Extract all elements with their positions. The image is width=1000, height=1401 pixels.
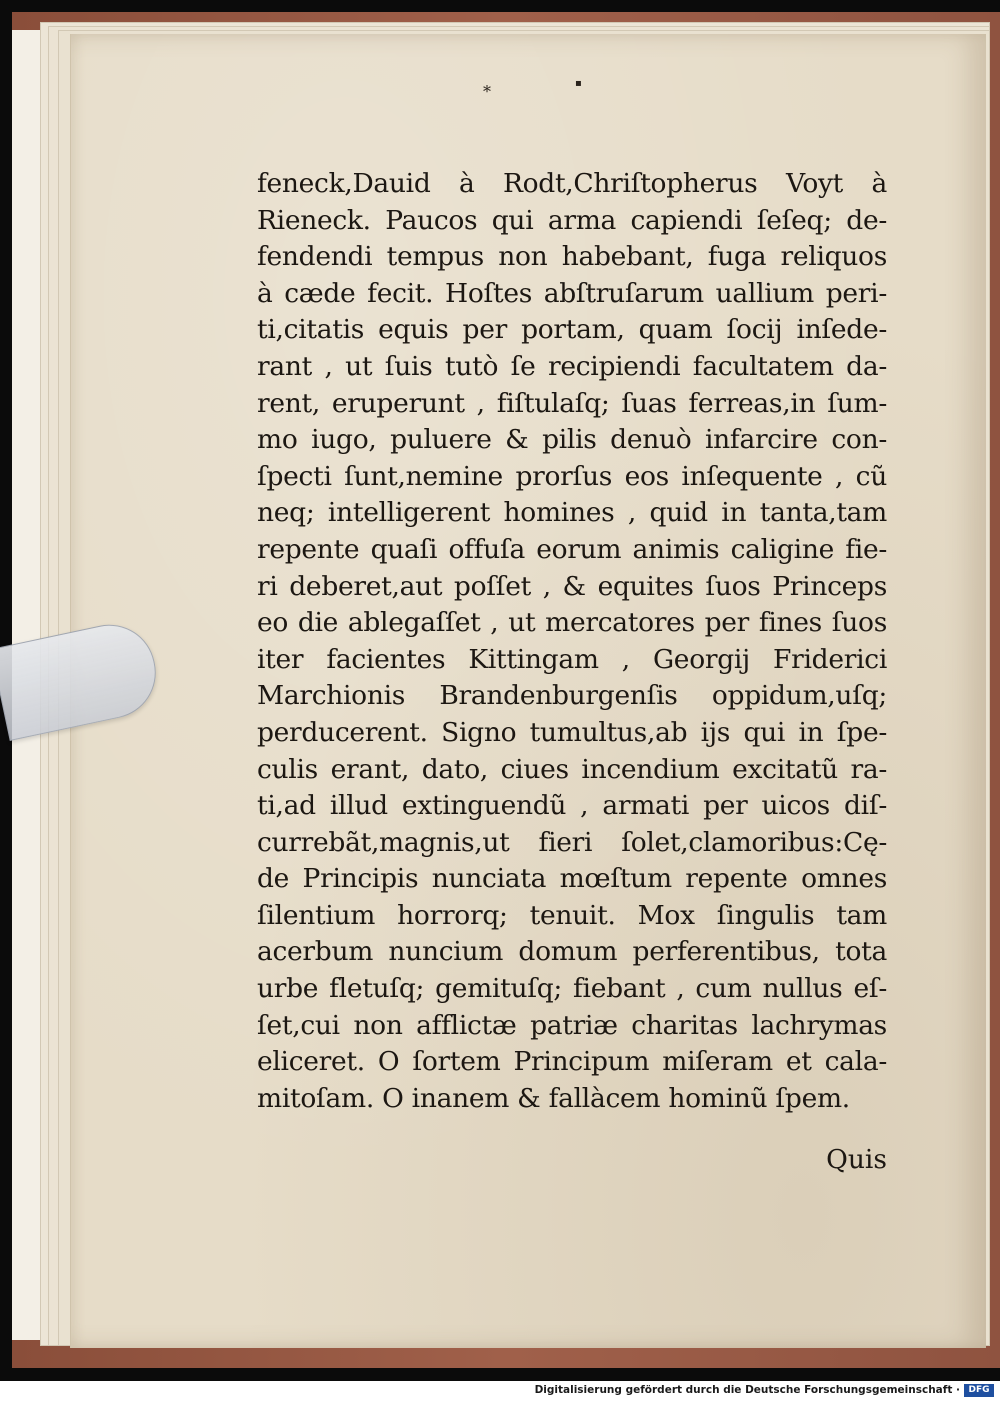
text-line: ti,ad illud extinguendũ , armati per uicos diſ- (257, 790, 887, 822)
footer-bar (0, 1381, 1000, 1401)
text-line: mitoſam. O inanem & fallàcem hominũ ſpem. (257, 1082, 850, 1114)
text-line: perducerent. Signo tumultus,ab ijs qui in ſpe- (257, 716, 887, 748)
catchword: Quis (826, 1144, 887, 1175)
text-line: eliceret. O ſortem Principum miſeram et cala- (257, 1046, 887, 1078)
text-line: Marchionis Brandenburgenſis oppidum,uſq; (257, 680, 887, 712)
text-block (257, 166, 887, 1117)
text-line: repente quaſi offuſa eorum animis caligine fie- (257, 533, 887, 565)
text-line: ſpecti ſunt,nemine prorſus eos inſequente , cũ (257, 460, 887, 492)
text-line: ſet,cui non afflictæ patriæ charitas lachrymas (257, 1009, 887, 1041)
ornament-mark: * (483, 82, 491, 101)
funding-credit: Digitalisierung gefördert durch die Deutsche Forschungsgemeinschaft · (534, 1384, 960, 1396)
text-line: rant , ut ſuis tutò ſe recipiendi facultatem da- (257, 350, 887, 382)
text-line: ri deberet,aut poſſet , & equites ſuos Princeps (257, 570, 887, 602)
book-page (70, 34, 986, 1348)
text-line: Rieneck. Paucos qui arma capiendi ſeſeq; de- (257, 204, 887, 236)
ornament-dot: ▪ (575, 78, 582, 89)
text-line: ti,citatis equis per portam, quam ſocij inſede- (257, 314, 887, 346)
dfg-logo-icon: DFG (964, 1384, 994, 1397)
text-line: ſilentium horrorq; tenuit. Mox ſingulis tam (257, 899, 887, 931)
text-line: eo die ablegaſſet , ut mercatores per fines ſuos (257, 607, 887, 639)
text-line: currebãt,magnis,ut fieri ſolet,clamoribus:Cę- (257, 826, 887, 858)
text-line: neq; intelligerent homines , quid in tanta,tam (257, 497, 887, 529)
text-line: culis erant, dato, ciues incendium excitatũ ra- (257, 753, 887, 785)
text-line: iter facientes Kittingam , Georgij Friderici (257, 643, 887, 675)
text-line: rent, eruperunt , fiſtulaſq; ſuas ferreas,in ſum- (257, 387, 887, 419)
text-line: à cæde fecit. Hoſtes abſtruſarum uallium peri- (257, 277, 887, 309)
text-line: fendendi tempus non habebant, fuga reliquos (257, 241, 887, 273)
text-line: de Principis nunciata mœſtum repente omnes (257, 863, 887, 895)
text-line: urbe fletuſq; gemituſq; fiebant , cum nullus eſ- (257, 973, 887, 1005)
text-line: mo iugo, puluere & pilis denuò infarcire con- (257, 424, 887, 456)
text-line: feneck,Dauid à Rodt,Chriſtopherus Voyt à (257, 168, 887, 199)
text-line: acerbum nuncium domum perferentibus, tota (257, 936, 887, 968)
